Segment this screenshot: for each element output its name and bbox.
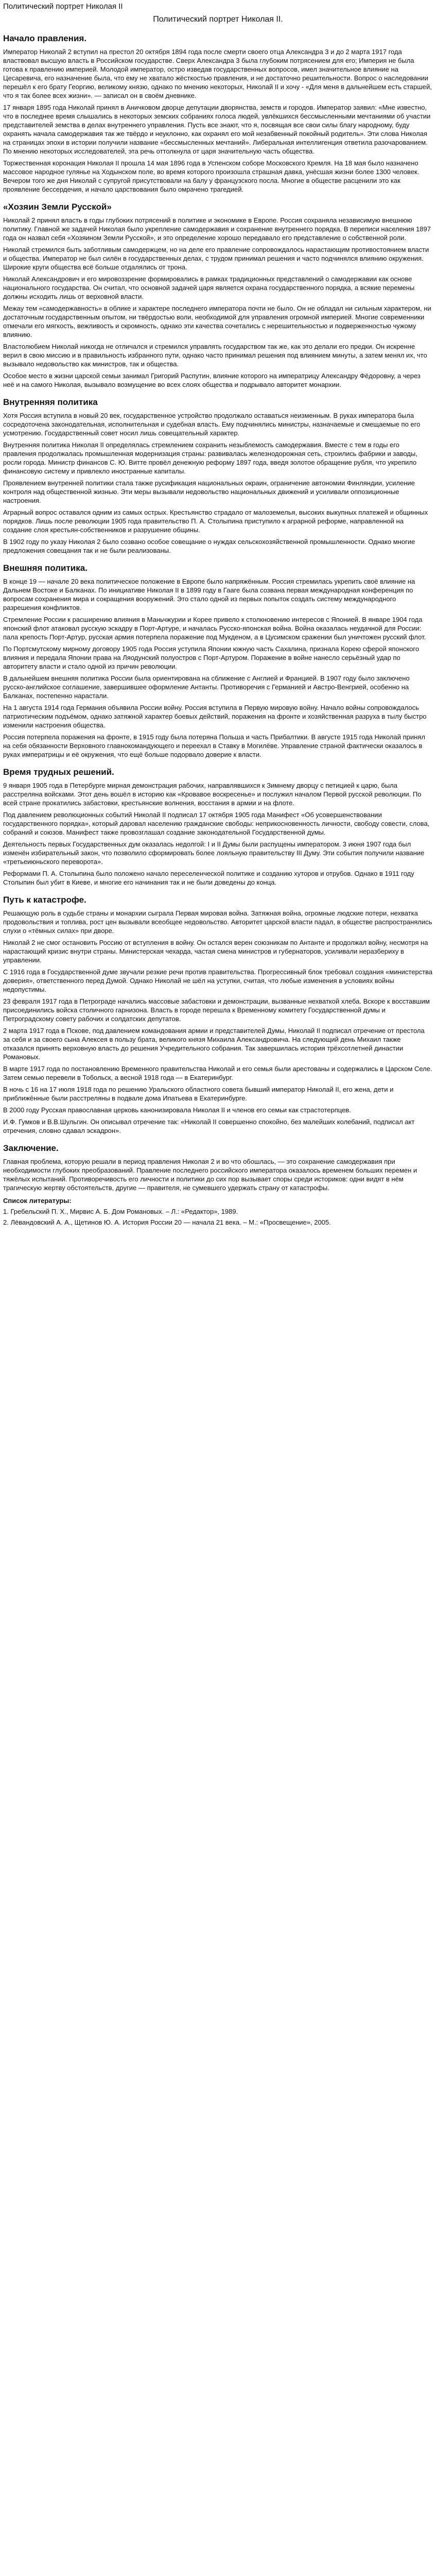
section-heading: Время трудных решений. [3,767,114,777]
paragraph: 2 марта 1917 года в Пскове, под давлением командования армии и представителей Думы, Николай II подписал отречение от престола за себя и за своего сына Алексея в пользу брата, великого князя Михаила Александровича. На следующий день Михаил также отказался принять верховную власть до решения Учредительного собрания. Так завершилась история трёхсотлетней династии Романовых. [3,1027,425,1061]
paragraph: Торжественная коронация Николая II прошла 14 мая 1896 года в Успенском соборе Московского Кремля. На 18 мая было назначено массовое народное гулянье на Ходынском поле, во время которого произошла страшная давка, унёсшая жизни более 1300 человек. Вечером того же дня Николай с супругой присутствовали на балу у французского посла. Многие в обществе расценили это как проявление бессердечия, и начало царствования было омрачено трагедией. [3,159,420,193]
paragraph: Хотя Россия вступила в новый 20 век, государственное устройство продолжало оставаться неизменным. В руках императора была сосредоточена законодательная, исполнительная и судебная власть. Ему подчинялись министры, назначаемые и смещаемые по его усмотрению. Государственный совет носил лишь совещательный характер. [3,412,421,437]
paragraph: Деятельность первых Государственных дум оказалась недолгой: I и II Думы были распущены императором. 3 июня 1907 года был изменён избирательный закон, что позволило сформировать более лояльную правительству III Думу. Эти события получили название «третьеиюньского переворота». [3,840,425,866]
section-heading: Начало правления. [3,33,87,43]
page [0,0,436,1227]
paragraph: Под давлением революционных событий Николай II подписал 17 октября 1905 года Манифест «Об усовершенствовании государственного порядка», который даровал населению гражданские свободы: неприкосновенность личности, свободу совести, слова, собраний и союзов. Манифест также провозглашал создание законодательной Государственной думы. [3,811,430,836]
window-title: Политический портрет Николая II [3,2,123,11]
paragraph: Николай Александрович и его мировоззрение формировались в рамках традиционных представлений о самодержавии как основе национального государства. Он считал, что основной задачей царя является охрана государственного порядка, а всякие перемены должны исходить лишь от верховной власти. [3,275,415,300]
paragraph: 23 февраля 1917 года в Петрограде начались массовые забастовки и демонстрации, вызванные нехваткой хлеба. Вскоре к восставшим присоединились войска столичного гарнизона. Власть в городе перешла к Временному комитету Государственной думы и Петроградскому совету рабочих и солдатских депутатов. [3,997,430,1023]
paragraph: С 1916 года в Государственной думе звучали резкие речи против правительства. Прогрессивный блок требовал создания «министерства доверия», ответственного перед Думой. Однако Николай не шёл на уступки, считая, что любые изменения в условиях войны недопустимы. [3,968,433,993]
paragraph: На 1 августа 1914 года Германия объявила России войну. Россия вступила в Первую мировую войну. Начало войны сопровождалось патриотическим подъёмом, однако затяжной характер боевых действий, поражения на фронте и хозяйственная разруха в тылу быстро изменили настроения общества. [3,704,427,729]
paragraph: Властолюбием Николай никогда не отличался и стремился управлять государством так же, как это делали его предки. Он искренне верил в свою миссию и в правильность избранного пути, однако часто принимал решения под влиянием минуты, а затем менял их, что вызывало недовольство как министров, так и общества. [3,343,427,368]
paragraph: Николай 2 принял власть в годы глубоких потрясений в политике и экономике в Европе. Россия сохраняла независимую внешнюю политику. Главной же задачей Николая было укрепление самодержавия и сохранение внутреннего порядка. В переписи населения 1897 года он назвал себя «Хозяином Земли Русской», и это определение хорошо передавало его представление о собственной роли. [3,216,431,242]
paragraph: В ночь с 16 на 17 июля 1918 года по решению Уральского областного совета бывший император Николай II, его жена, дети и приближённые были расстреляны в подвале дома Ипатьева в Екатеринбурге. [3,1086,394,1102]
paragraph: В 1902 году по указу Николая 2 было созвано особое совещание о нуждах сельскохозяйственной промышленности. Однако многие предложения совещания так и не были реализованы. [3,538,415,554]
section-heading: Заключение. [3,1143,59,1153]
section-heading: Путь к катастрофе. [3,895,86,905]
paragraph: Стремление России к расширению влияния в Маньчжурии и Корее привело к столкновению интересов с Японией. В январе 1904 года японский флот атаковал русскую эскадру в Порт-Артуре, и началась Русско-японская война. Война оказалась неудачной для России: пала крепость Порт-Артур, русская армия потерпела поражение под Мукденом, а в Цусимском сражении был уничтожен русский флот. [3,616,426,641]
literature-item: 2. Лёвандовский А. А., Щетинов Ю. А. История России 20 — начала 21 века. – М.: «Просвещение», 2005. [3,1218,331,1226]
paragraph: Николай 2 не смог остановить Россию от вступления в войну. Он остался верен союзникам по Антанте и продолжал войну, несмотря на нарастающий кризис внутри страны. Министерская чехарда, частая смена министров и губернаторов, усиливали неразбериху в управлении. [3,939,428,964]
paragraph: Реформами П. А. Столыпина было положено начало переселенческой политике и созданию хуторов и отрубов. Однако в 1911 году Столыпин был убит в Киеве, и многие его начинания так и не были доведены до конца. [3,870,414,886]
paragraph: Николай стремился быть заботливым самодержцем, но на деле его правление сопровождалось нарастающим противостоянием власти и общества. Император не был силён в государственных делах, с трудом принимал решения и часто подчинялся влиянию окружения. Широкие круги общества всё больше отдалялись от трона. [3,246,429,271]
paragraph: И.Ф. Гумков и В.В.Шульгин. Он описывал отречение так: «Николай II совершенно спокойно, без малейших колебаний, подписал акт отречения, словно сдавал эскадрон». [3,1118,415,1134]
literature-item: 1. Гребельский П. Х., Мирвис А. Б. Дом Романовых. – Л.: «Редактор», 1989. [3,1208,238,1215]
section-heading: Внутренняя политика [3,397,98,407]
literature-heading: Список литературы: [3,1197,72,1205]
paragraph: В конце 19 — начале 20 века политическое положение в Европе было напряжённым. Россия стремилась укрепить своё влияние на Дальнем Востоке и Балканах. По инициативе Николая II в 1899 году в Гааге была созвана первая международная конференция по вопросам сохранения мира и сокращения вооружений. Это стало одной из первых попыток создать систему международного разрешения конфликтов. [3,578,415,612]
paragraph: По Портсмутскому мирному договору 1905 года Россия уступила Японии южную часть Сахалина, признала Корею сферой японского влияния и передала Японии права на Ляодунский полуостров с Порт-Артуром. Поражение в войне нанесло серьёзный удар по авторитету власти и стало одной из причин революции. [3,645,420,670]
paragraph: Россия потерпела поражения на фронте, в 1915 году была потеряна Польша и часть Прибалтики. В августе 1915 года Николай принял на себя обязанности Верховного главнокомандующего и переехал в Ставку в Могилёве. Управление страной фактически оказалось в руках императрицы и её окружения, что ещё больше подорвало доверие к власти. [3,733,425,758]
document-body [3,32,433,1192]
literature [3,1196,433,1227]
section-heading: «Хозяин Земли Русской» [3,202,112,212]
paragraph: В дальнейшем внешняя политика России была ориентирована на сближение с Англией и Францией. В 1907 году было заключено русско-английское соглашение, завершившее оформление Антанты. Противоречия с Германией и Австро-Венгрией, особенно на Балканах, постепенно нарастали. [3,674,410,700]
paragraph: Главная проблема, которую решали в период правления Николая 2 и во что обошлась, — это сохранение самодержавия при необходимости глубоких преобразований. Правление последнего российского императора оказалось временем больших перемен и тяжёлых испытаний. Противоречивость его личности и политики до сих пор вызывает споры среди историков: одни видят в нём трагическую жертву обстоятельств, другие — правителя, не сумевшего удержать страну от катастрофы. [3,1158,417,1192]
paragraph: Решающую роль в судьбе страны и монархии сыграла Первая мировая война. Затяжная война, огромные людские потери, нехватка продовольствия и топлива, рост цен вызывали всеобщее недовольство. Авторитет царской власти падал, в обществе распространялись слухи о «тёмных силах» при дворе. [3,909,432,935]
paragraph: Особое место в жизни царской семьи занимал Григорий Распутин, влияние которого на императрицу Александру Фёдоровну, а через неё и на самого Николая, вызывало возмущение во всех слоях общества и подрывало авторитет монархии. [3,372,421,388]
section-heading: Внешняя политика. [3,563,88,573]
paragraph: Проявлением внутренней политики стала также русификация национальных окраин, ограничение автономии Финляндии, усиление контроля над общественной жизнью. Эти меры вызывали недовольство национальных движений и усиливали оппозиционные настроения. [3,479,415,504]
paragraph: Аграрный вопрос оставался одним из самых острых. Крестьянство страдало от малоземелья, высоких выкупных платежей и общинных порядков. Лишь после революции 1905 года правительство П. А. Столыпина приступило к аграрной реформе, направленной на создание слоя крестьян-собственников и разрушение общины. [3,509,428,534]
paragraph: Император Николай 2 вступил на престол 20 октября 1894 года после смерти своего отца Александра 3 и до 2 марта 1917 года властвовал высшую власть в Российском государстве. Сверх Александра 3 была глубоким потрясением для его; Империя не была готова к правлению империей. Молодой император, остро изведав государственных вопросов, имел значительное влияние на Цесаревича, его назначение была, что ему не хватало жёсткостью правления, и не достаточно решительности. Вопрос о наследовании перешёл к его брату Георгию, великому князю, однако по мнению некоторых, Николай II и хочу - «Для меня в дальнейшем есть старшей, что я так более всех жизни». — записал он в своём дневнике. [3,48,432,99]
paragraph: Межау тем «самодержавность» в облике и характере последнего императора почти не было. Он не обладал ни сильным характером, ни достаточным государственным опытом, ни твёрдостью воли, необходимой для управления огромной империей. Многие современники отмечали его мягкость, вежливость и скромность, однако эти качества сочетались с нерешительностью и подверженностью чужому влиянию. [3,304,431,338]
paragraph: 9 января 1905 года в Петербурге мирная демонстрация рабочих, направлявшихся к Зимнему дворцу с петицией к царю, была расстреляна войсками. Этот день вошёл в историю как «Кровавое воскресенье» и послужил началом Первой русской революции. По всей стране прокатились забастовки, крестьянские волнения, восстания в армии и на флоте. [3,782,422,807]
document-title: Политический портрет Николая II. [153,15,283,24]
paragraph: В марте 1917 года по постановлению Временного правительства Николай и его семья были арестованы и содержались в Царском Селе. Затем семью перевели в Тобольск, а весной 1918 года — в Екатеринбург. [3,1065,432,1081]
paragraph: Внутренняя политика Николая II определялась стремлением сохранить незыблемость самодержавия. Вместе с тем в годы его правления продолжалась промышленная модернизация страны: развивалась железнодорожная сеть, строились фабрики и заводы, росли города. Министр финансов С. Ю. Витте провёл денежную реформу 1897 года, введя золотое обращение рубля, что укрепило финансовую систему и привлекло иностранные капиталы. [3,441,417,475]
paragraph: 17 января 1895 года Николай принял в Аничковом дворце депутации дворянства, земств и городов. Император заявил: «Мне известно, что в последнее время слышались в некоторых земских собраниях голоса людей, увлёкшихся бессмысленными мечтаниями об участии представителей земства в делах внутреннего управления. Пусть все знают, что я, посвящая все свои силы благу народному, буду охранять начала самодержавия так же твёрдо и неуклонно, как охранял его мой незабвенный покойный родитель». Эти слова Николая на страницах эпохи в истории получили название «бессмысленных мечтаний». Либеральная интеллигенция ответила разочарованием. По мнению некоторых исследователей, эта речь оттолкнула от царя значительную часть общества. [3,104,431,155]
literature-list [3,1207,433,1227]
paragraph: В 2000 году Русская православная церковь канонизировала Николая II и членов его семьи как страстотерпцев. [3,1106,351,1114]
